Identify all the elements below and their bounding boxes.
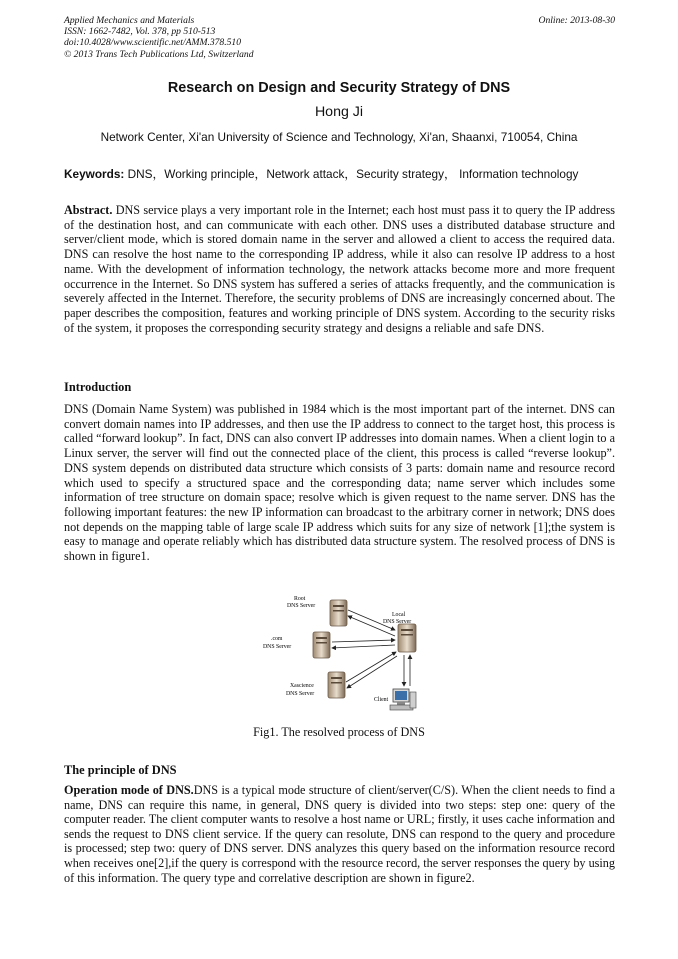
journal-header (64, 15, 254, 60)
journal-name: Applied Mechanics and Materials (64, 15, 195, 26)
xascience-label-2: DNS Server (286, 691, 315, 697)
xascience-dns-server-icon (328, 672, 345, 698)
introduction-heading: Introduction (64, 380, 132, 394)
local-dns-server-icon (398, 624, 416, 652)
issn-line: ISSN: 1662-7482, Vol. 378, pp 510-513 (64, 26, 216, 38)
principle-lead: Operation mode of DNS. (64, 783, 194, 797)
keywords-text: DNS，Working principle，Network attack，Security strategy， Information technology (124, 167, 579, 181)
doi-line: doi:10.4028/www.scientific.net/AMM.378.510 (64, 37, 242, 49)
affiliation: Network Center, Xi'an University of Science and Technology, Xi'an, Shaanxi, 710054, China (100, 130, 578, 144)
keywords-label: Keywords: (64, 167, 125, 181)
introduction-body: DNS (Domain Name System) was published in 1984 which is the most important part of the internet. DNS can convert domain names into IP addresses, and then use the IP address to connect to the target host, this process is called “forward lookup”. In fact, DNS can also convert IP addresses into domain names. When a client login to a Linux server, the server will find out the connected place of the client, this process is called “reverse lookup”. DNS system depends on distributed data structure which consists of 3 parts: domain name and resource record which used to specify a structured space and the corresponding data; name server which includes some information of tree structure on domain space; resolve which is given request to the name server. DNS has the following important features: the new IP information can broadcast to the arbitrary corner in network; DNS does not depends on the mapping table of large scale IP address which suits for any size of network [1];the system is easy to manage and operate reliably which has distributed data structure system. The resolved process of DNS is shown in figure1. (64, 402, 615, 564)
keywords (64, 165, 616, 182)
local-label-1: Local (392, 612, 406, 618)
paper-title: Research on Design and Security Strategy of DNS (167, 80, 511, 96)
principle-body (64, 783, 615, 885)
com-dns-server-icon (313, 632, 330, 658)
root-dns-server-icon (330, 600, 347, 626)
principle-text: DNS is a typical mode structure of client/server(C/S). When the client needs to find a name, DNS can require this name, in general, DNS query is divided into two steps: step one: query of the computer reader. The client computer wants to resolve a host name or URL; firstly, it uses cache information and sends the request to DNS client service. If the query can resolute, DNS can respond to the query and procedure is processed; step two: query of DNS server. DNS analyzes this query based on the information resource record when receives one[2],if the query is correspond with the resource record, the server responses the query by using of this information. The query type and correlative description are shown in figure2. (64, 783, 615, 885)
dns-resolution-figure (240, 592, 440, 722)
copyright-line: © 2013 Trans Tech Publications Ltd, Switzerland (64, 48, 254, 60)
com-label-1: .com (271, 636, 283, 642)
online-date: Online: 2013-08-30 (538, 15, 615, 26)
figure-caption: Fig1. The resolved process of DNS (253, 725, 425, 739)
abstract (64, 203, 615, 335)
author-name: Hong Ji (314, 104, 364, 120)
client-computer-icon (390, 689, 416, 710)
abstract-label: Abstract. (64, 203, 113, 217)
local-label-2: DNS Server (383, 619, 412, 625)
root-label-1: Root (294, 596, 306, 602)
client-label: Client (374, 697, 389, 703)
abstract-text: DNS service plays a very important role in the Internet; each host must pass it to query the IP address of the destination host, and can communicate with each other. DNS uses a distributed database structure and server/client mode, which is stored domain name in the server and allowed a client to access the required data. DNS can resolve the host name to the corresponding IP address, while it also can resolve IP address to a host name. With the development of information technology, the network attacks become more and more frequent occurrence in the Internet. So DNS system has suffered a series of attacks frequently, and the communication is severely affected in the Internet. Therefore, the security problems of DNS are increasingly concerned about. The paper describes the composition, features and working principle of DNS system. According to the security risks of the system, it proposes the corresponding security strategy and designs a reliable and safe DNS. (64, 203, 615, 335)
root-label-2: DNS Server (287, 603, 316, 609)
com-label-2: DNS Server (263, 644, 292, 650)
xascience-label-1: Xascience (290, 683, 314, 689)
principle-heading: The principle of DNS (64, 763, 177, 777)
